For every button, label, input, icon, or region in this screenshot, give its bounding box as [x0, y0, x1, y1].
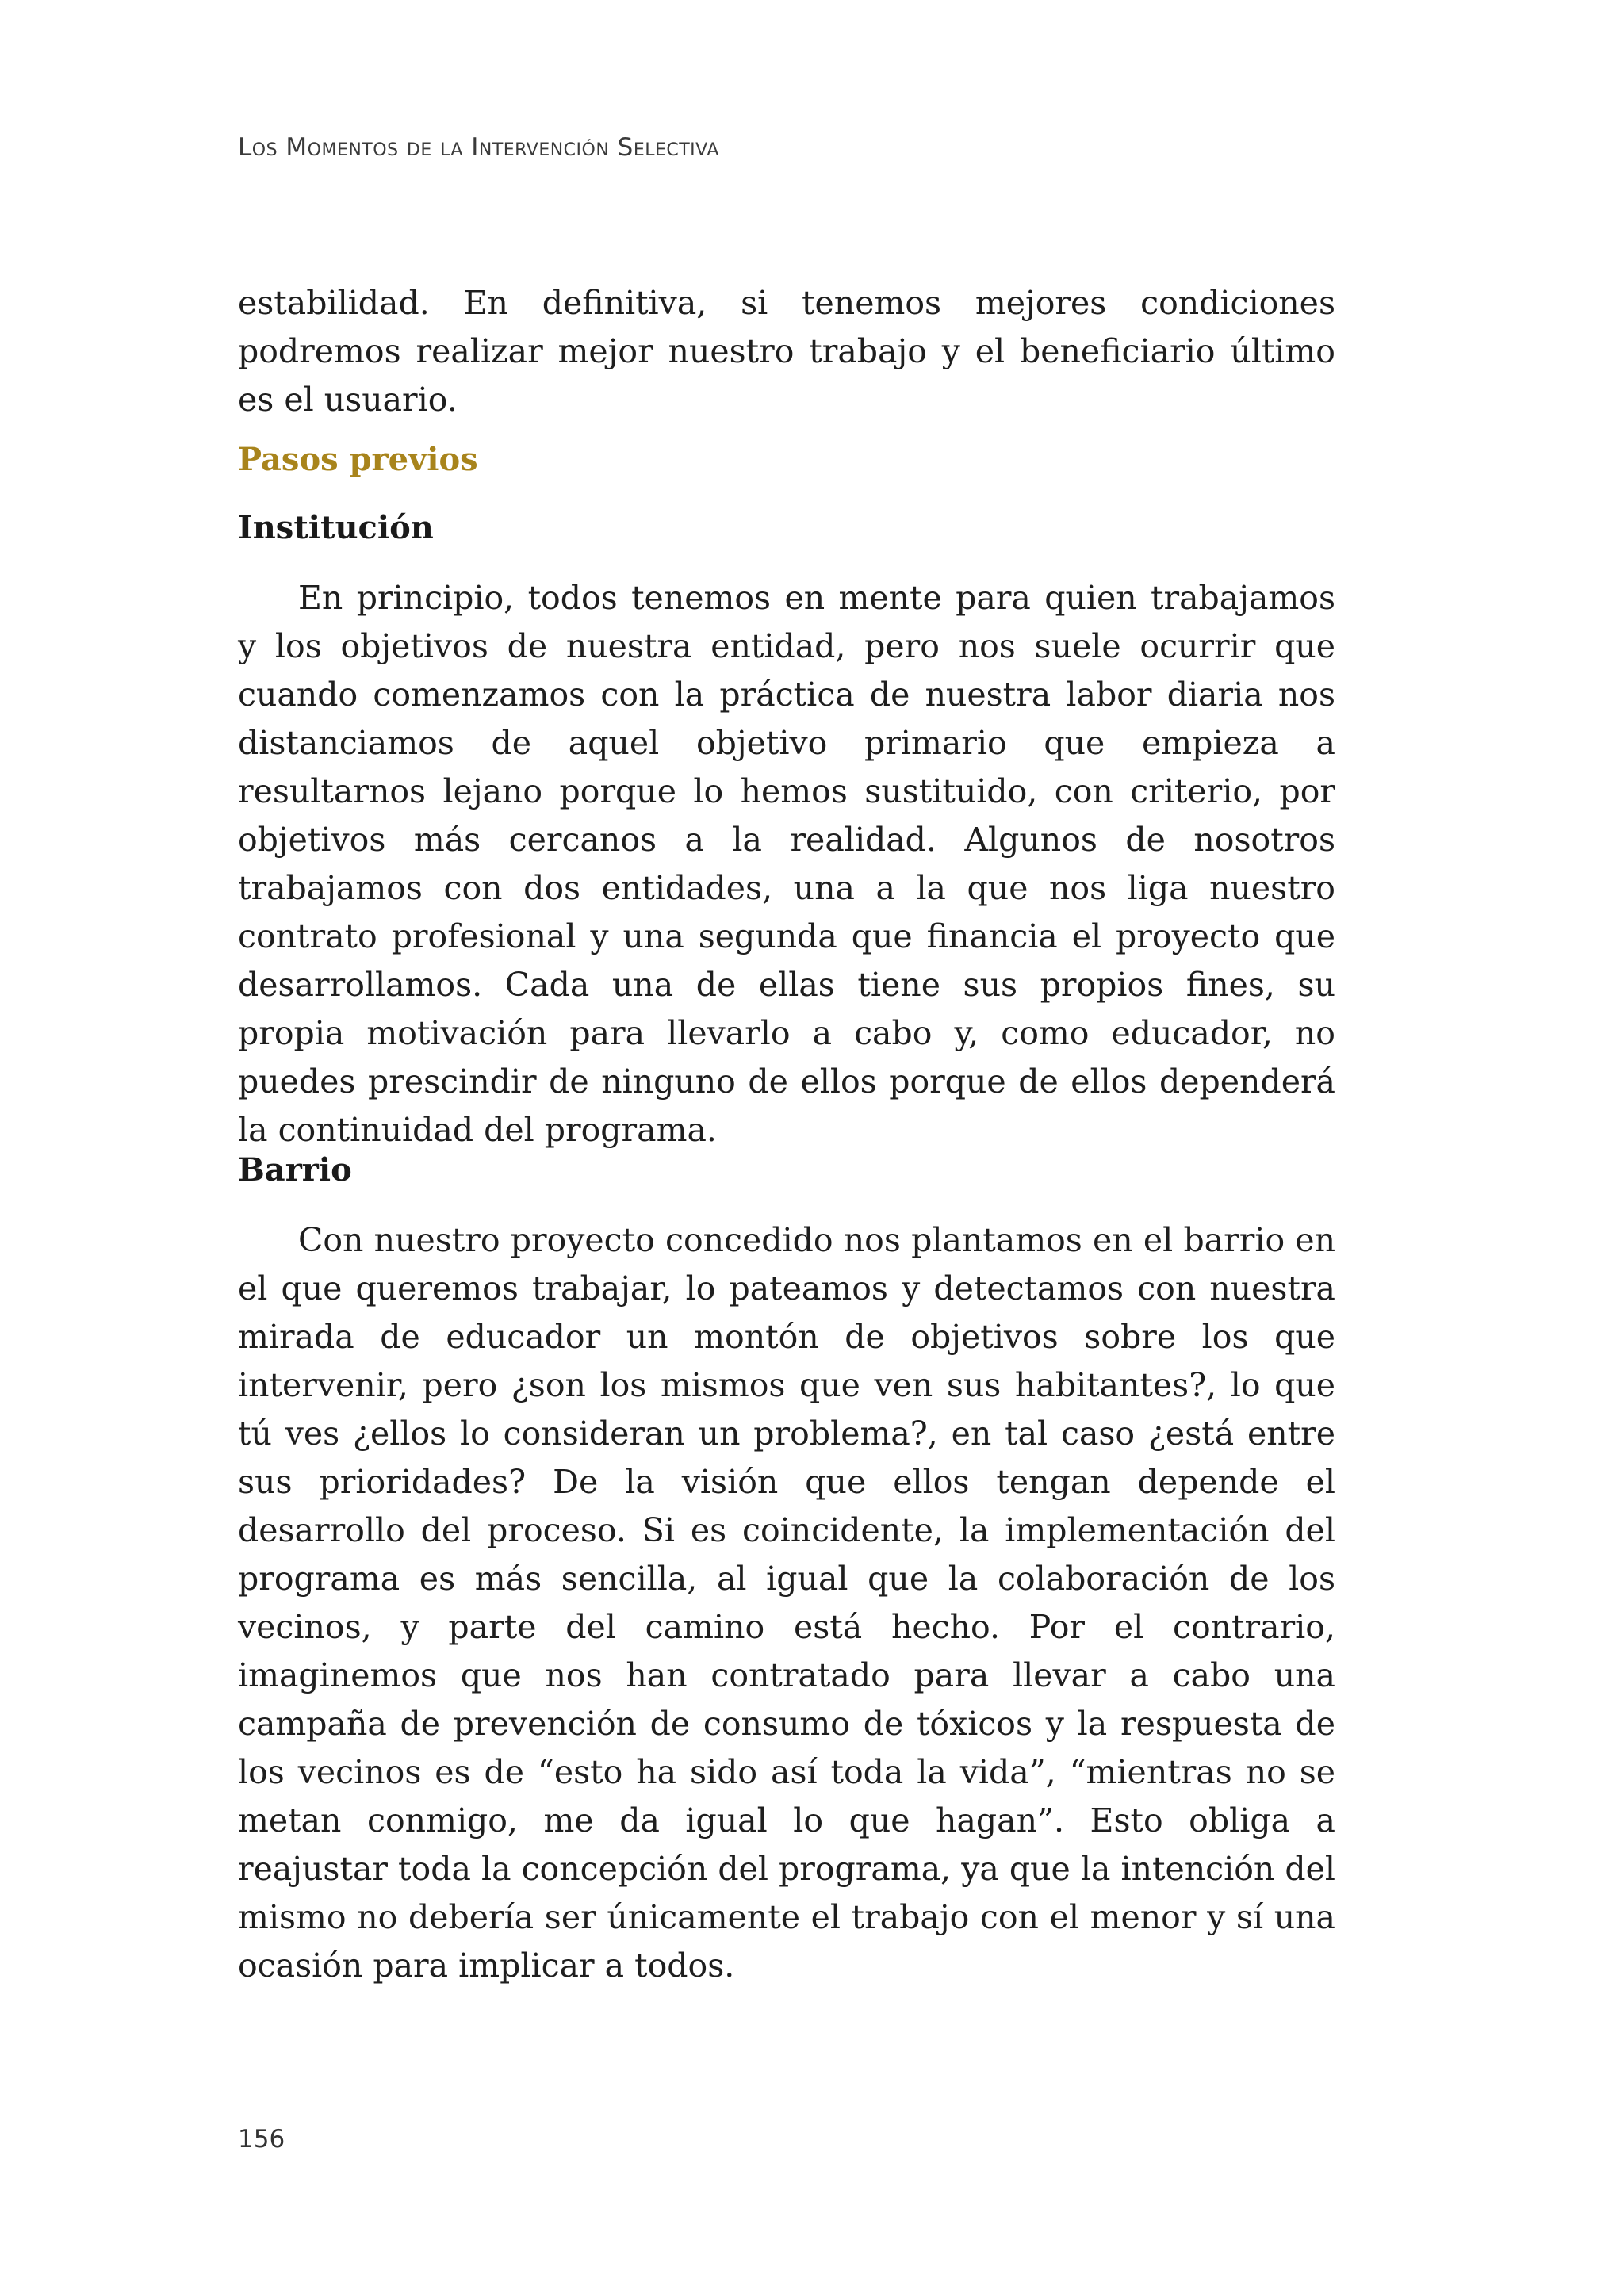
- section-title: Pasos previos: [238, 441, 478, 478]
- subsection-title-barrio: Barrio: [238, 1151, 352, 1189]
- intro-paragraph: estabilidad. En definitiva, si tenemos mejores condiciones podremos realizar mejor nuestro trabajo y el beneficiario último es el usuario.: [238, 284, 1335, 419]
- intro-paragraph-block: [238, 279, 1335, 424]
- subsection-body-institucion: [238, 574, 1335, 1154]
- institucion-paragraph: En principio, todos tenemos en mente para quien trabajamos y los objetivos de nuestra entidad, pero nos suele ocurrir que cuando comenzamos con la práctica de nuestra labor diaria nos distanciamos de aquel objetivo primario que empieza a resultarnos lejano porque lo hemos sustituido, con criterio, por objetivos más cercanos a la realidad. Algunos de nosotros trabajamos con dos entidades, una a la que nos liga nuestro contrato profesional y una segunda que financia el proyecto que desarrollamos. Cada una de ellas tiene sus propios fines, su propia motivación para llevarlo a cabo y, como educador, no puedes prescindir de ninguno de ellos porque de ellos dependerá la continuidad del programa.: [238, 579, 1335, 1149]
- subsection-title-institucion: Institución: [238, 509, 434, 546]
- running-header: Los Momentos de la Intervención Selectiva: [238, 133, 719, 162]
- subsection-body-barrio: [238, 1216, 1335, 1990]
- page-number: 156: [238, 2125, 285, 2153]
- barrio-paragraph: Con nuestro proyecto concedido nos plantamos en el barrio en el que queremos trabajar, lo pateamos y detectamos con nuestra mirada de educador un montón de objetivos sobre los que intervenir, pero ¿son los mismos que ven sus habitantes?, lo que tú ves ¿ellos lo consideran un problema?, en tal caso ¿está entre sus prioridades? De la visión que ellos tengan depende el desarrollo del proceso. Si es coincidente, la implementación del programa es más sencilla, al igual que la colaboración de los vecinos, y parte del camino está hecho. Por el contrario, imaginemos que nos han contratado para llevar a cabo una campaña de prevención de consumo de tóxicos y la respuesta de los vecinos es de “esto ha sido así toda la vida”, “mientras no se metan conmigo, me da igual lo que hagan”. Esto obliga a reajustar toda la concepción del programa, ya que la intención del mismo no debería ser únicamente el trabajo con el menor y sí una ocasión para implicar a todos.: [238, 1221, 1335, 1985]
